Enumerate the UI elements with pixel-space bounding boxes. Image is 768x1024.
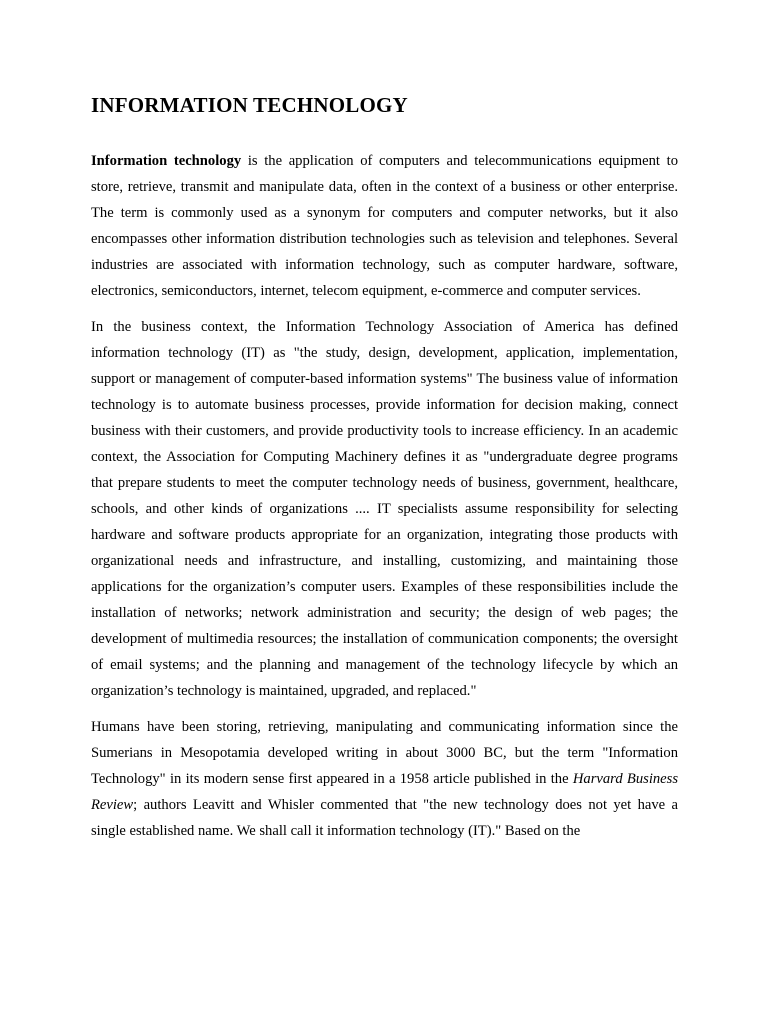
document-page <box>91 90 678 844</box>
paragraph-business-context: In the business context, the Information Technology Association of America has defined information technology (IT) as "the study, design, development, application, implementation, support or management of computer-based information systems" The business value of information technology is to automate business processes, provide information for decision making, connect business with their customers, and provide productivity tools to increase efficiency. In an academic context, the Association for Computing Machinery defines it as "undergraduate degree programs that prepare students to meet the computer technology needs of business, government, healthcare, schools, and other kinds of organizations .... IT specialists assume responsibility for selecting hardware and software products appropriate for an organization, integrating those products with organizational needs and infrastructure, and installing, customizing, and maintaining those applications for the organization’s computer users. Examples of these responsibilities include the installation of networks; network administration and security; the design of web pages; the development of multimedia resources; the installation of communication components; the oversight of email systems; and the planning and management of the technology lifecycle by which an organization’s technology is maintained, upgraded, and replaced." <box>91 319 678 699</box>
document-title: INFORMATION TECHNOLOGY <box>91 93 408 117</box>
paragraph-history <box>91 714 678 844</box>
paragraph-definition <box>91 148 678 304</box>
lead-term: Information technology <box>91 153 242 169</box>
journal-name: Harvard Business Review <box>91 771 679 813</box>
paragraph-history-text-before: Humans have been storing, retrieving, manipulating and communicating information since the Sumerians in Mesopotamia developed writing in about 3000 BC, but the term "Information Technology" in its modern sense first appeared in a 1958 article published in the <box>91 719 678 787</box>
paragraph-history-text-after: ; authors Leavitt and Whisler commented that "the new technology does not yet have a single established name. We shall call it information technology (IT)." Based on the <box>91 797 678 839</box>
paragraph-definition-text: is the application of computers and telecommunications equipment to store, retrieve, transmit and manipulate data, often in the context of a business or other enterprise. The term is commonly used as a synonym for computers and computer networks, but it also encompasses other information distribution technologies such as television and telephones. Several industries are associated with information technology, such as computer hardware, software, electronics, semiconductors, internet, telecom equipment, e-commerce and computer services. <box>91 153 678 299</box>
